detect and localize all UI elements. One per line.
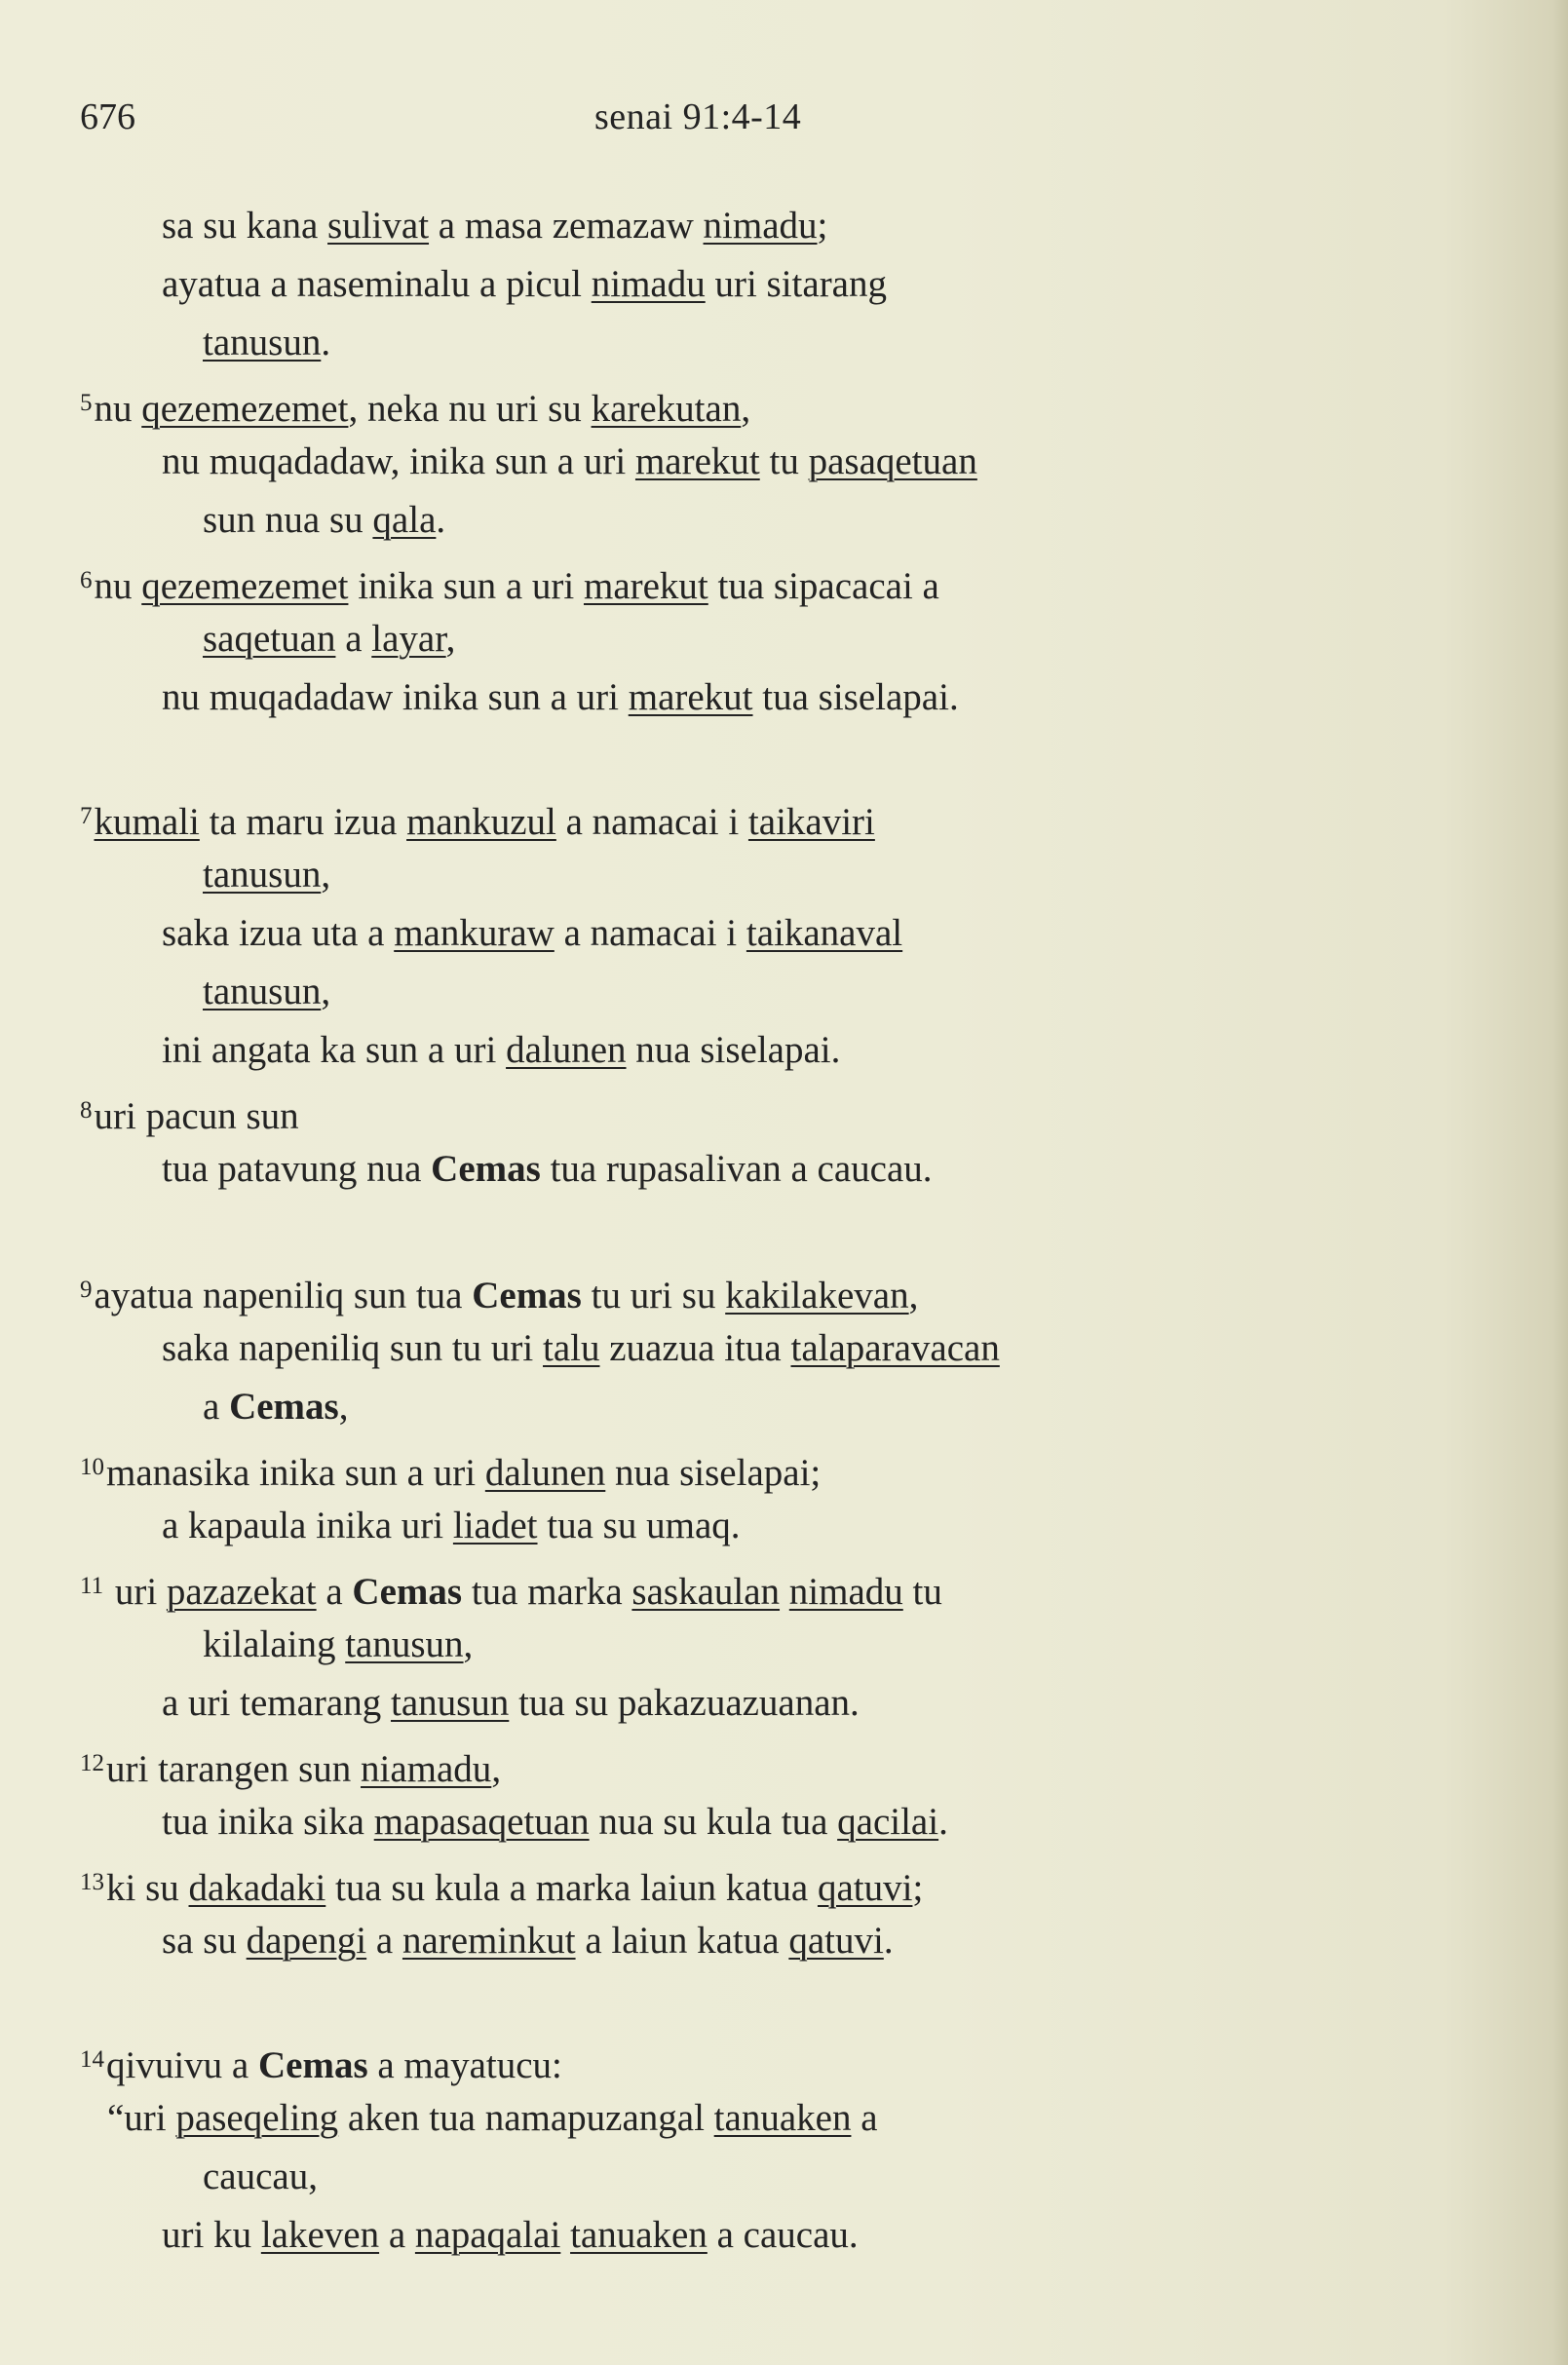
underlined-word: napaqalai	[414, 2214, 561, 2256]
verse-text-run: uri ku	[162, 2214, 261, 2256]
verse-text-run: uri	[105, 1571, 167, 1613]
bold-word: Cemas	[229, 1386, 339, 1428]
bold-word: Cemas	[257, 2044, 368, 2086]
verse-line	[162, 1027, 840, 1074]
verse-line	[203, 852, 330, 898]
underlined-word: qatuvi	[817, 1867, 913, 1909]
verse-line	[162, 1325, 1000, 1372]
verse-text-run: nua siselapai;	[605, 1452, 822, 1494]
underlined-word: mapasaqetuan	[373, 1801, 590, 1843]
verse-line	[203, 497, 445, 544]
verse-text-run: .	[938, 1801, 948, 1843]
verse-text-run: .	[321, 322, 331, 363]
underlined-word: sulivat	[327, 205, 430, 247]
bold-word: Cemas	[431, 1148, 541, 1190]
verse-text-run: ta maru izua	[199, 801, 407, 843]
verse-number: 12	[80, 1750, 104, 1776]
verse-text-run: saka napeniliq sun tu uri	[162, 1327, 544, 1369]
verse-text-run: a caucau.	[707, 2214, 859, 2256]
verse-line	[203, 969, 330, 1015]
verse-text-run: sa su	[162, 1920, 247, 1962]
verse-line	[80, 1740, 501, 1793]
verse-text-run: tu	[759, 440, 809, 482]
verse-text-run: ayatua a naseminalu a picul	[162, 263, 592, 305]
verse-text-run: tua su kula a marka laiun katua	[325, 1867, 818, 1909]
verse-text-run	[560, 2214, 570, 2256]
underlined-word: tanusun	[203, 854, 322, 896]
underlined-word: marekut	[583, 565, 708, 607]
underlined-word: dakadaki	[188, 1867, 326, 1909]
page-header	[0, 95, 1568, 154]
verse-text-run: a mayatucu:	[367, 2044, 562, 2086]
verse-number: 9	[80, 1277, 93, 1303]
underlined-word: niamadu	[361, 1748, 492, 1790]
verse-text-run: ini angata ka sun a uri	[162, 1029, 507, 1071]
verse-text-run: ,	[741, 388, 751, 430]
underlined-word: tanusun	[203, 971, 322, 1012]
verse-text-run: a namacai i	[555, 801, 748, 843]
verse-text-run: ayatua napeniliq sun tua	[94, 1275, 473, 1316]
underlined-word: tanuaken	[713, 2097, 852, 2139]
verse-text-run: ,	[908, 1275, 919, 1316]
underlined-word: paseqeling	[175, 2097, 339, 2139]
verse-text-run: zuazua itua	[599, 1327, 791, 1369]
verse-number: 14	[80, 2046, 104, 2073]
bold-word: Cemas	[472, 1275, 582, 1316]
verse-text-run: .	[436, 499, 446, 541]
verse-text-run: nu	[94, 565, 142, 607]
underlined-word: taikanaval	[746, 912, 903, 954]
verse-text-run: ,	[338, 1386, 349, 1428]
verse-text-run: a	[379, 2214, 415, 2256]
verse-text-run: nua siselapai.	[626, 1029, 841, 1071]
verse-line	[162, 910, 902, 957]
verse-text-run: ;	[912, 1867, 924, 1909]
verse-text-run: tua patavung nua	[162, 1148, 432, 1190]
verse-text-run: a laiun katua	[575, 1920, 789, 1962]
verse-text-run: inika sun a uri	[348, 565, 584, 607]
verse-text-run: manasika inika sun a uri	[106, 1452, 485, 1494]
verse-text-run: a	[851, 2097, 878, 2139]
verse-line	[162, 1918, 894, 1964]
verse-text-run: tua marka	[462, 1571, 632, 1613]
underlined-word: nimadu	[703, 205, 818, 247]
verse-text-run: ki su	[106, 1867, 189, 1909]
verse-line	[162, 1680, 860, 1727]
verse-text-run: aken tua namapuzangal	[338, 2097, 714, 2139]
verse-line	[162, 1146, 933, 1193]
verse-line	[80, 793, 875, 846]
verse-number: 6	[80, 567, 93, 593]
underlined-word: nimadu	[591, 263, 706, 305]
underlined-word: talaparavacan	[790, 1327, 1000, 1369]
verse-text-run: ,	[463, 1623, 474, 1665]
verse-line	[162, 439, 977, 485]
verse-text-run: uri pacun sun	[94, 1095, 299, 1137]
verse-line	[162, 261, 887, 308]
underlined-word: kakilakevan	[725, 1275, 909, 1316]
underlined-word: mankuzul	[406, 801, 556, 843]
underlined-word: lakeven	[260, 2214, 380, 2256]
underlined-word: pasaqetuan	[808, 440, 977, 482]
verse-text-run: nu	[94, 388, 142, 430]
verse-text-run: qivuivu a	[106, 2044, 258, 2086]
verse-text-run: a namacai i	[554, 912, 746, 954]
verse-text-run: caucau,	[203, 2155, 318, 2197]
verse-text-run	[780, 1571, 789, 1613]
underlined-word: dalunen	[506, 1029, 627, 1071]
underlined-word: taikaviri	[747, 801, 875, 843]
verse-text-run: nu muqadadaw inika sun a uri	[162, 676, 629, 718]
verse-text-run: tua su pakazuazuanan.	[509, 1682, 860, 1724]
underlined-word: layar	[371, 618, 446, 660]
verse-line	[203, 320, 330, 366]
bold-word: Cemas	[352, 1571, 463, 1613]
verse-text-run: uri sitarang	[705, 263, 887, 305]
verse-number: 11	[80, 1573, 104, 1599]
verse-line	[203, 1621, 473, 1668]
underlined-word: tanusun	[345, 1623, 464, 1665]
verse-text-run: , neka nu uri su	[348, 388, 592, 430]
verse-text-run: nu muqadadaw, inika sun a uri	[162, 440, 635, 482]
verse-text-run: ,	[445, 618, 456, 660]
verse-number: 10	[80, 1454, 104, 1480]
underlined-word: saqetuan	[203, 618, 336, 660]
verse-text-run: uri tarangen sun	[106, 1748, 362, 1790]
underlined-word: nareminkut	[402, 1920, 576, 1962]
page-number: 676	[80, 96, 135, 137]
underlined-word: dapengi	[246, 1920, 367, 1962]
underlined-word: tanusun	[203, 322, 322, 363]
verse-text-run: .	[883, 1920, 894, 1962]
verse-line	[80, 1087, 299, 1140]
underlined-word: qezemezemet	[141, 565, 349, 607]
underlined-word: pazazekat	[166, 1571, 317, 1613]
underlined-word: qatuvi	[788, 1920, 884, 1962]
verse-text-run: sun nua su	[203, 499, 373, 541]
verse-text-run: tua su umaq.	[537, 1505, 741, 1546]
verse-line	[162, 2212, 859, 2259]
verse-text-run: tu uri su	[581, 1275, 726, 1316]
verse-line	[80, 557, 939, 610]
verse-text-run: a kapaula inika uri	[162, 1505, 453, 1546]
verse-text-run: tua rupasalivan a caucau.	[540, 1148, 933, 1190]
verse-text-run: tua sipacacai a	[708, 565, 939, 607]
verse-text-run: nua su kula tua	[589, 1801, 838, 1843]
verse-text-run: tua inika sika	[162, 1801, 374, 1843]
verse-line	[162, 1799, 948, 1846]
verse-number: 7	[80, 803, 93, 829]
underlined-word: saskaulan	[631, 1571, 781, 1613]
verse-text-run: ,	[491, 1748, 502, 1790]
verse-line	[80, 1444, 821, 1497]
verse-text-run: a	[316, 1571, 353, 1613]
verse-number: 8	[80, 1097, 93, 1124]
verse-text-run: tua siselapai.	[752, 676, 959, 718]
underlined-word: qacilai	[837, 1801, 939, 1843]
underlined-word: marekut	[628, 676, 753, 718]
verse-number: 5	[80, 390, 93, 416]
verse-number: 13	[80, 1869, 104, 1895]
underlined-word: liadet	[452, 1505, 538, 1546]
underlined-word: tanusun	[390, 1682, 510, 1724]
verse-text-run: tu	[902, 1571, 942, 1613]
underlined-word: karekutan	[591, 388, 742, 430]
verse-line	[162, 1503, 741, 1549]
verse-text-run: a uri temarang	[162, 1682, 391, 1724]
verse-line	[80, 1267, 918, 1319]
verse-line	[162, 674, 959, 721]
verse-text-run: “uri	[107, 2097, 176, 2139]
underlined-word: mankuraw	[394, 912, 555, 954]
underlined-word: nimadu	[788, 1571, 903, 1613]
underlined-word: qezemezemet	[141, 388, 349, 430]
verse-text-run: ,	[321, 971, 331, 1012]
verse-text-run: a	[203, 1386, 230, 1428]
verse-text-run: a masa zemazaw	[429, 205, 704, 247]
verse-text-run: a	[366, 1920, 402, 1962]
verse-line	[80, 1563, 942, 1616]
verse-line	[203, 2154, 318, 2200]
verse-text-run: ,	[321, 854, 331, 896]
verse-line	[80, 380, 750, 433]
verse-line	[80, 2037, 562, 2089]
running-head: senai 91:4-14	[594, 96, 802, 137]
underlined-word: kumali	[94, 801, 200, 843]
verse-text-run: saka izua uta a	[162, 912, 395, 954]
verse-line	[203, 616, 455, 663]
verse-text-run: ;	[817, 205, 828, 247]
verse-line	[203, 1384, 348, 1430]
verse-line	[107, 2095, 878, 2142]
underlined-word: tanuaken	[570, 2214, 708, 2256]
verse-text-run: sa su kana	[162, 205, 328, 247]
verse-line	[162, 203, 827, 249]
underlined-word: talu	[543, 1327, 600, 1369]
underlined-word: qala	[372, 499, 437, 541]
verse-text-run: kilalaing	[203, 1623, 346, 1665]
verse-line	[80, 1859, 923, 1912]
underlined-word: marekut	[634, 440, 760, 482]
underlined-word: dalunen	[484, 1452, 606, 1494]
verse-text-run: a	[335, 618, 372, 660]
